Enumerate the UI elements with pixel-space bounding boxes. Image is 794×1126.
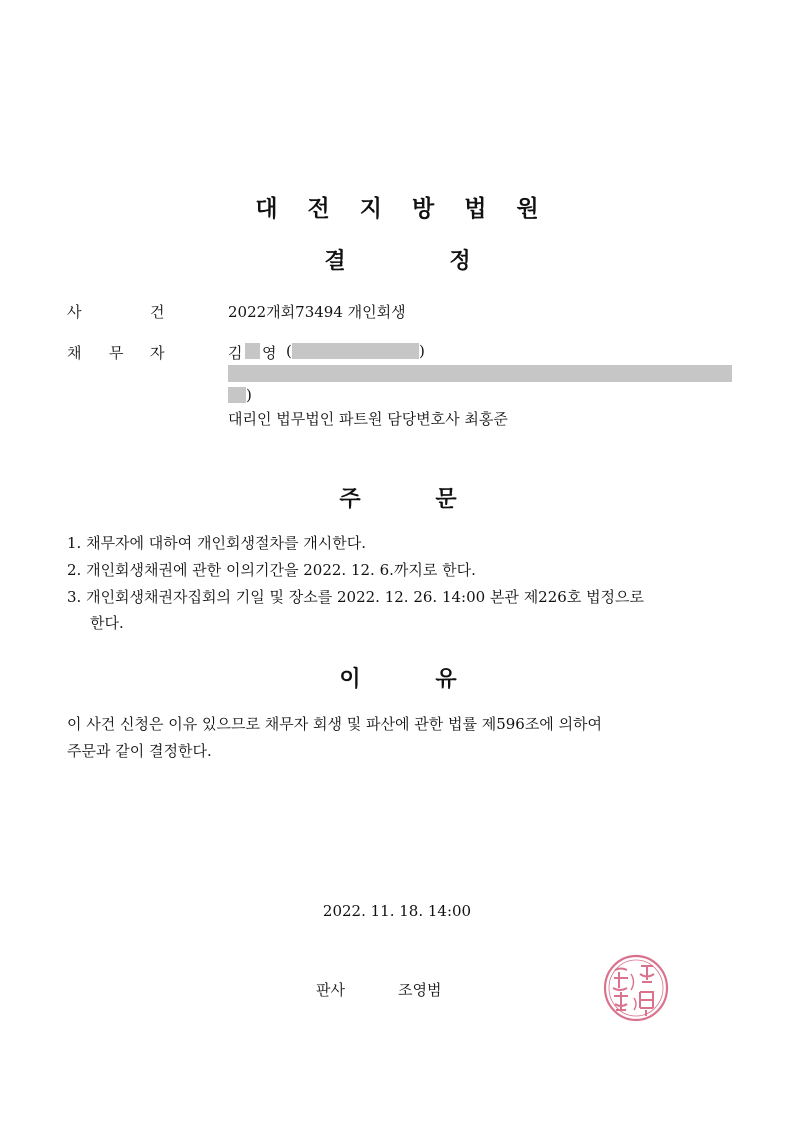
- judge-title: 판사: [316, 981, 345, 999]
- debtor-label-char-1: 채: [67, 344, 82, 362]
- debtor-label-char-2: 무: [109, 344, 124, 362]
- redacted-name-middle: [245, 343, 260, 359]
- order-heading-char-1: 주: [339, 487, 361, 512]
- open-paren: (: [286, 342, 292, 360]
- order-item-3-continued: 한다.: [90, 614, 124, 632]
- reason-line-2: 주문과 같이 결정한다.: [67, 742, 212, 760]
- redacted-address-line: [228, 365, 732, 382]
- title-char-1: 결: [324, 249, 346, 274]
- debtor-name-last: 영: [262, 344, 277, 362]
- order-heading-char-2: 문: [435, 487, 457, 512]
- judge-name: 조영범: [398, 981, 442, 999]
- order-item-2: 2. 개인회생채권에 관한 이의기간을 2022. 12. 6.까지로 한다.: [67, 561, 476, 579]
- redacted-id-number: [292, 343, 419, 359]
- close-paren-2: ): [246, 386, 252, 404]
- debtor-name-first: 김: [228, 344, 243, 362]
- case-label-char-2: 건: [150, 303, 165, 321]
- judge-seal-stamp: [601, 952, 671, 1024]
- debtor-label-char-3: 자: [150, 344, 165, 362]
- order-item-3: 3. 개인회생채권자집회의 기일 및 장소를 2022. 12. 26. 14:00 본관 제226호 법정으로: [67, 588, 645, 606]
- decision-datetime: 2022. 11. 18. 14:00: [322, 902, 472, 920]
- case-label-char-1: 사: [67, 303, 82, 321]
- close-paren-1: ): [419, 342, 425, 360]
- case-number: 2022개회73494 개인회생: [228, 303, 406, 321]
- redacted-address-tail: [228, 387, 246, 403]
- reason-heading-char-2: 유: [435, 667, 457, 692]
- reason-line-1: 이 사건 신청은 이유 있으므로 채무자 회생 및 파산에 관한 법률 제596조에 의하여: [67, 715, 603, 733]
- court-name: 대 전 지 방 법 원: [255, 196, 539, 222]
- order-item-1: 1. 채무자에 대하여 개인회생절차를 개시한다.: [67, 534, 366, 552]
- debtor-agent: 대리인 법무법인 파트원 담당변호사 최홍준: [228, 410, 508, 428]
- title-char-2: 정: [449, 249, 471, 274]
- reason-heading-char-1: 이: [339, 667, 361, 692]
